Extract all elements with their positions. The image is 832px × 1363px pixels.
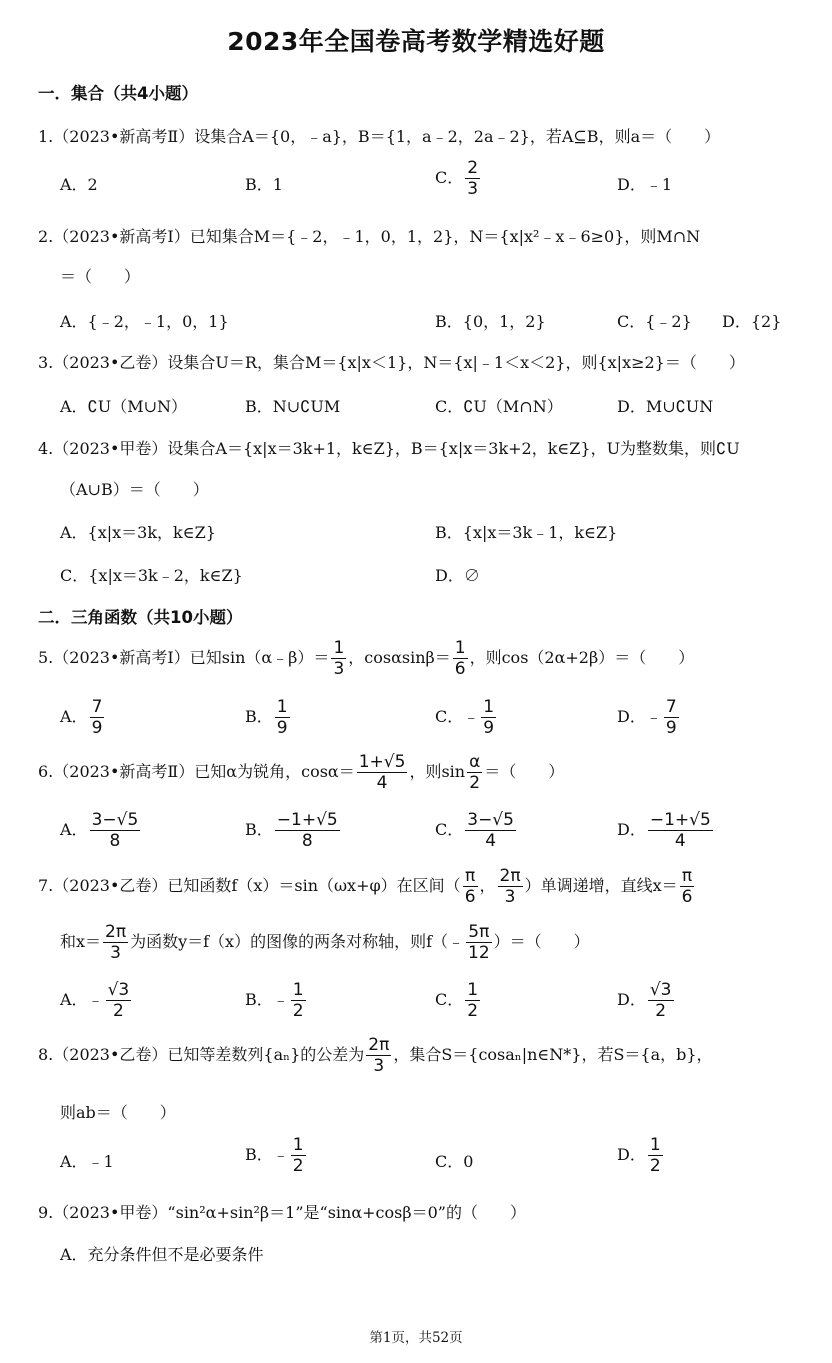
q7-option-a: A．﹣ $\frac{√3}{2}$ — [60, 980, 130, 1021]
question-4-stem: 4.（2023•甲卷）设集合A＝{x|x＝3k+1，k∈Z}，B＝{x|x＝3k+2，k∈Z}，U为整数集，则∁U — [38, 439, 740, 458]
q3-option-d: D．M∪∁UN — [617, 397, 714, 416]
q6-option-b: B． $\frac{-1+√5}{8}$ — [245, 810, 338, 851]
question-1-stem: 1.（2023•新高考Ⅱ）设集合A＝{0，﹣a}，B＝{1，a﹣2，2a﹣2}，若A⊆B，则a＝（ ） — [38, 127, 721, 146]
q9-option-a: A．充分条件但不是必要条件 — [60, 1245, 264, 1264]
q1-option-c — [435, 158, 482, 199]
question-8-stem: 8.（2023•乙卷）已知等差数列{aₙ}的公差为 $\frac{2\pi}{3}$ ，集合S＝{cosaₙ|n∈N*}，若S＝{a，b}， — [38, 1035, 713, 1076]
question-7-stem-cont: 和x＝ $\frac{2\pi}{3}$ 为函数y＝f（x）的图像的两条对称轴，则f（﹣ $\frac{5\pi}{12}$ ）＝（ ） — [60, 922, 590, 963]
section-heading-sets: 一．集合（共4小题） — [38, 84, 198, 103]
q1-option-d: D．﹣1 — [617, 175, 673, 194]
q2-option-d: D．{2} — [722, 312, 782, 331]
question-5-stem: 5.（2023•新高考Ⅰ）已知sin（α﹣β）＝ $\frac{1}{3}$ ，cosαsinβ＝ $\frac{1}{6}$ ，则cos（2α+2β）＝（ ） — [38, 638, 695, 679]
q6-option-c: C． $\frac{3-√5}{4}$ — [435, 810, 514, 851]
q2-option-c: C．{﹣2} — [617, 312, 692, 331]
question-8-stem-cont: 则ab＝（ ） — [60, 1103, 176, 1122]
q5-option-c: C．﹣ $\frac{1}{9}$ — [435, 697, 495, 738]
question-6-stem: 6.（2023•新高考Ⅱ）已知α为锐角，cosα＝ $\frac{1+√5}{4}$ ，则sin $\frac{\alpha}{2}$ ＝（ ） — [38, 752, 565, 793]
q1-option-a: A．2 — [60, 175, 98, 194]
q5-option-b: B． $\frac{1}{9}$ — [245, 697, 288, 738]
question-4-stem-cont: （A∪B）＝（ ） — [60, 480, 209, 499]
q7-option-d: D． $\frac{√3}{2}$ — [617, 980, 672, 1021]
q4-option-a: A．{x|x＝3k，k∈Z} — [60, 523, 216, 542]
q6-option-a: A． $\frac{3-√5}{8}$ — [60, 810, 139, 851]
q3-option-c: C．∁U（M∩N） — [435, 397, 563, 416]
q3-option-b: B．N∪∁UM — [245, 397, 341, 416]
q4-option-d: D．∅ — [435, 566, 480, 585]
q5-option-a: A． $\frac{7}{9}$ — [60, 697, 103, 738]
q1-option-c-label: C． — [435, 168, 464, 187]
q8-option-b: B．﹣ $\frac{1}{2}$ — [245, 1135, 304, 1176]
question-7-stem: 7.（2023•乙卷）已知函数f（x）＝sin（ωx+φ）在区间（ $\frac{\pi}{6}$ ， $\frac{2\pi}{3}$ ）单调递增，直线x＝ $\frac{\pi}{6}$ — [38, 866, 693, 907]
q4-option-c: C．{x|x＝3k﹣2，k∈Z} — [60, 566, 243, 585]
q1-option-b: B．1 — [245, 175, 283, 194]
question-9-stem: 9.（2023•甲卷）“sin²α+sin²β＝1”是“sinα+cosβ＝0”的（ ） — [38, 1203, 526, 1222]
question-2-stem: 2.（2023•新高考Ⅰ）已知集合M＝{﹣2，﹣1，0，1，2}，N＝{x|x²﹣x﹣6≥0}，则M∩N — [38, 227, 701, 246]
section-heading-trig: 二．三角函数（共10小题） — [38, 608, 243, 627]
q1-option-c-fraction: $\frac{2}{3}$ — [467, 158, 479, 199]
q3-option-a: A．∁U（M∪N） — [60, 397, 188, 416]
q7-option-c: C． $\frac{1}{2}$ — [435, 980, 479, 1021]
q8-option-c: C．0 — [435, 1152, 474, 1171]
q4-option-b: B．{x|x＝3k﹣1，k∈Z} — [435, 523, 618, 542]
page-title: 2023年全国卷高考数学精选好题 — [227, 27, 605, 56]
q6-option-d: D． $\frac{-1+√5}{4}$ — [617, 810, 711, 851]
q8-option-d: D． $\frac{1}{2}$ — [617, 1135, 661, 1176]
q2-option-b: B．{0，1，2} — [435, 312, 546, 331]
q8-option-a: A．﹣1 — [60, 1152, 114, 1171]
q7-option-b: B．﹣ $\frac{1}{2}$ — [245, 980, 304, 1021]
page-footer: 第1页，共52页 — [369, 1330, 463, 1346]
question-3-stem: 3.（2023•乙卷）设集合U＝R，集合M＝{x|x＜1}，N＝{x|﹣1＜x＜2}，则{x|x≥2}＝（ ） — [38, 353, 745, 372]
q5-option-d: D．﹣ $\frac{7}{9}$ — [617, 697, 677, 738]
question-2-stem-cont: ＝（ ） — [60, 267, 141, 286]
q2-option-a: A．{﹣2，﹣1，0，1} — [60, 312, 229, 331]
